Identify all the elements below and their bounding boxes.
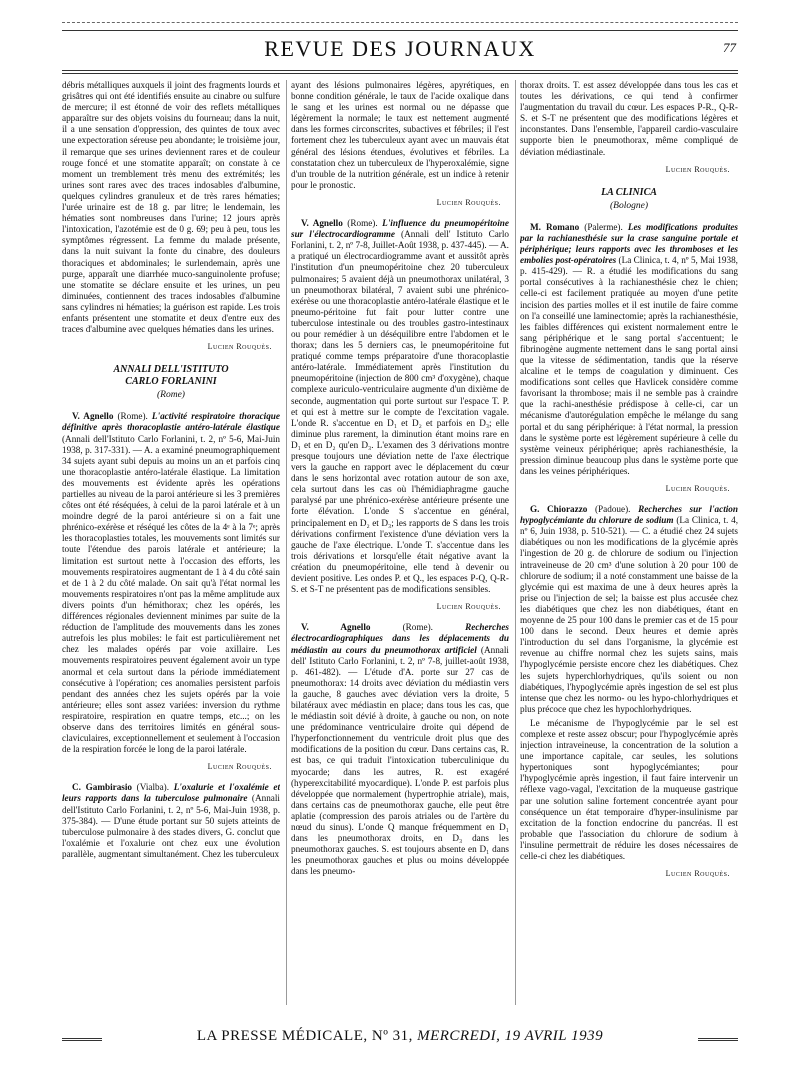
journal-section-title [62,364,280,388]
article-author: V. Agnello [72,411,114,422]
article-body: — A. a pratiqué un électrocardiogramme avant et aussitôt après l'institution d'un pneumopéritoine chez 20 tuberculeux pulmonaires; 5 avaient déjà un pneumothorax unilatéral, 3 un pneumothorax bilatéral, 7 avaient subi une phrénico-exérèse ou une thoracoplastie antéro-latérale élastique et le pneumo-péritoine fut fait pour lutter contre une tuberculose intestinale ou des troubles gastro-intestinaux ou pour remédier à un déséquilibre entre l'abdomen et le thorax; dans les 5 derniers cas, le pneumopéritoine fut pratiqué comme temps préparatoire d'une thoracoplastie antéro-latérale. Immédiatement après l'institution du pneumopéritoine (injection de 800 cm³ d'oxygène), chaque complexe auriculo-ventriculaire augmente d'un dixième de seconde, augmentation qui porte surtout sur l'espace T. P. et qui est à mettre sur le compte de l'excitation vagale. L'onde R. s'accentue en D₁ et D₂ et parfois en D₃; elle diminue plus rarement, la diminution étant moins rare en D₁ et en D₂ qu'en D₃. L'examen des 3 dérivations montre presque toujours une déviation nette de l'axe électrique vers la gauche en rapport avec le déplacement du cœur dans le sens horizontal avec rotation autour de son axe, cela surtout dans les cas où l'hémidiaphragme gauche paralysé par une phrénico-exérèse antérieure présente une forte élévation. L'onde S s'accentue en général, principalement en D₂ et D₃; les rapports de S dans les trois dérivations confirment l'existence d'une déviation vers la gauche de l'axe électrique. L'onde T. s'accentue dans les trois dérivations et lorsqu'elle était négative avant la création du pneumopéritoine, elle tend à devenir ou devient positive. Les ondes P. et Q., les espaces P-Q, Q-R-S. et S-T ne présentent pas de modifications sensibles. [291,240,509,595]
article-author: V. Agnello [301,622,371,633]
article-place: (Vialba). [132,782,174,793]
journal-city: (Bologne) [610,200,648,211]
column-2 [291,80,509,1005]
top-dotted-rule [62,22,738,23]
article-reference: (Annali dell' Istituto Carlo Forlanini, t. 2, nº 7-8, Juillet-Août 1938, p. 437-445). [291,229,509,251]
article-abstract [62,782,280,860]
article-author: M. Romano [530,221,580,232]
author-signature: Lucien Rouquès. [436,197,501,207]
article-columns [62,80,738,1005]
article-reference: (Annali dell'Istituto Carlo Forlanini, t. 2, nº 5-6, Mai-Juin 1938, p. 317-331). [62,433,280,455]
section-heading: REVUE DES JOURNAUX [246,36,553,62]
article-abstract [291,218,509,595]
journal-section-title: LA CLINICA [601,186,657,198]
article-reference: (Annali dell'Istituto Carlo Forlanini, t. 2, nº 5-6, Mai-Juin 1938, p. 375-384). [62,793,280,826]
article-place: (Rome). [370,622,466,633]
article-body: — D'une étude portant sur 50 sujets atteints de tuberculose pulmonaire à des stades divers, G. conclut que l'oxalémie et l'oxalurie ont chez eux une évolution parallèle, augmentant simultanément. Chez les tuberculeux [62,815,280,859]
page-number: 77 [723,40,736,55]
continuation-text: ayant des lésions pulmonaires légères, apyrétiques, en bonne condition générale, le taux de l'acide oxalique dans le sang et les urines est normal ou ne dépasse que légèrement la normale; le taux est nettement augmenté dans les formes circonscrites, subactives et fébriles; il l'est fortement chez les tuberculeux ayant avec un mauvais état général des lésions étendues, évolutives et fébriles. La constatation chez un tuberculeux de l'hyperoxalémie, signe d'un trouble de la nutrition générale, est un indice à retenir pour le pronostic. [291,80,509,190]
article-abstract [62,411,280,755]
page-footer [62,1028,738,1045]
author-signature: Lucien Rouquès. [665,869,730,879]
article-place: (Rome). [113,411,152,422]
article-place: (Palerme). [579,221,628,232]
masthead-top-rule [62,30,738,31]
article-author: C. Gambirasio [72,782,133,793]
masthead [0,36,800,62]
author-signature: Lucien Rouquès. [436,602,501,612]
author-signature: Lucien Rouquès. [665,164,730,174]
article-body: — C. a étudié chez 24 sujets diabétiques ou non les modifications de la glycémie après l'ingestion de 20 g. de chlorure de sodium ou l'injection intraveineuse de 20 cm³ d'une solution à 20 pour 100 de chlorure de sodium; il a noté constamment une baisse de la glycémie qui est maxima de une à deux heures après la prise ou l'injection de sel; la baisse est plus accusée chez les diabétiques que chez les non diabétiques, étant en moyenne de 25 pour 100 dans le premier cas et de 15 pour 100 dans le second. Deux heures et demie après l'introduction du sel dans l'organisme, la glycémie est revenue au chiffre normal chez les sujets sains, mais l'hypoglycémie persiste encore chez les diabétiques. Chez les sujets hyperchlorhydriques, qu'ils soient ou non diabétiques, l'hypoglycémie après ingestion de sel est plus intense que chez les normo- ou les hypo-chlorhydriques et plus précoce que chez les hypochlorhydriques. [520,526,738,714]
journal-city: (Rome) [157,390,185,401]
continuation-text: débris métalliques auxquels il joint des fragments lourds et grisâtres qui ont été identifiés ensuite au cinabre ou sulfure de mercure; il est étonné de voir des reflets métalliques apparaître sur des objets voisins du fourneau; dans la nuit, il a une sensation d'oppression, des quintes de toux avec une expectoration séreuse peu abondante; le troisième jour, il remarque que ses urines deviennent rares et de couleur rouge foncé et une stomatite apparaît; on constate à ce moment un tremblement très menu des extrémités; les urines sont rares avec des traces indosables d'albumine, quelques cylindres granuleux et de très rares hématies; l'urée urinaire est de 18 g. par litre; le lendemain, les hématies sont nombreuses dans l'urine; 12 jours après l'intoxication, l'azotémie est de 0 g. 69; peu à peu, tous les symptômes régressent. La femme du malade présente, dans la nuit suivant la fonte du cinabre, des douleurs thoraciques et abdominales; le surlendemain, après une purge, apparaît une diarrhée muco-sanguinolente profuse; une stomatite se déclare ensuite et les urines, un peu diminuées, contiennent des traces indosables d'albumine sans cylindres ni hématies; la guérison est rapide. Les trois enfants présentent une stomatite et deux d'entre eux des traces d'albumine avec quelques hématies dans les urines. [62,80,280,335]
article-author: G. Chiorazzo [530,504,588,515]
continuation-text: thorax droits. T. est assez développée dans tous les cas et toutes les dérivations, ce qui tend à confirmer l'augmentation du travail du cœur. Les espaces P-R., Q-R-S. et S-T ne présentent que des modifications légères et inconstantes. Dans l'ensemble, l'appareil cardio-vasculaire supporte bien le pneumothorax, même compliqué de déviation médiastinale. [520,80,738,157]
column-divider-1 [286,80,287,1005]
footer-date: MERCREDI, 19 AVRIL 1939 [417,1028,604,1044]
article-reference: (La Clinica, t. 4, nº 6, Juin 1938, p. 510-521). [520,515,738,537]
footer-rule-left [62,1038,102,1041]
article-abstract [520,222,738,477]
footer-journal: LA PRESSE MÉDICALE, Nº 31, [196,1028,413,1044]
article-place: (Rome). [342,218,383,229]
article-place: (Padoue). [587,504,639,515]
journal-title-line-2: CARLO FORLANINI [125,376,217,388]
article-body: — R. a étudié les modifications du sang portal consécutives à la rachianesthésie chez le chien; celle-ci est facilement pratiquée au moyen d'une petite incision des parties molles et il est inutile de faire comme on l'a conseillé une laminectomie; après la rachianesthésie, les faibles différences qui existent normalement entre le sang périphérique et le sang portal s'accentuent; le fibrinogène augmente nettement dans le sang portal ainsi que la vitesse de sédimentation, tandis que la réserve alcaline et le temps de coagulation y diminuent. Ces modifications sont celles que Havlicek considère comme favorisant la thrombose; mais il ne semble pas à craindre que la rachi-anesthésie prédispose à celle-ci, car un mécanisme d'autorégulation empêche le mélange du sang portal et du sang périphérique: à l'état normal, la pression dans le système porte est légèrement supérieure à celle du système veineux périphérique; après rachianesthésie, la pression diminue beaucoup plus dans le système porte que dans les veines périphériques. [520,266,738,476]
header-rule-2 [62,73,738,74]
column-3 [520,80,738,1005]
article-title: Recherches sur l'action hypoglycémiante du chlorure de sodium [520,504,738,526]
article-title: L'influence du pneumopéritoine sur l'électrocardiogramme [291,218,509,240]
article-body-continued: Le mécanisme de l'hypoglycémie par le sel est complexe et reste assez obscur; pour l'hypoglycémie après injection intraveineuse, la concentration de la solution a une importance capitale, car seules, les solutions hypertoniques sont hypoglycémiantes; pour l'hypoglycémie après ingestion, il faut faire intervenir un réflexe vago-vagal, l'excitation de la muqueuse gastrique par une solution saline fortement concentrée ayant pour conséquence un état temporaire d'hyper-insulinisme par excitation de la fonction endocrine du pancréas. Il est probable que l'association du chlorure de sodium à l'insuline permettrait de réduire les doses nécessaires de celle-ci chez les diabétiques. [520,717,738,861]
footer-text [191,1028,609,1045]
author-signature: Lucien Rouquès. [207,342,272,352]
article-reference: (Annali dell' Istituto Carlo Forlanini, t. 2, nº 7-8, juillet-août 1938, p. 461-482). [291,644,509,677]
article-reference: (La Clinica, t. 4, nº 5, Mai 1938, p. 415-429). [520,255,738,277]
footer-rule-right [698,1038,738,1041]
article-title: Les modifications produites par la rachianesthésie sur la crase sanguine portale et périphérique; leurs rapports avec les thromboses et les embolies post-opératoires [520,221,738,266]
article-title: Recherches électrocardiographiques dans les déplacements du médiastin au cours du pneumothorax artificiel [291,622,509,655]
article-abstract [520,504,738,715]
column-1 [62,80,280,1005]
article-body: — A. a examiné pneumographiquement 34 sujets ayant subi depuis au moins un an et parfois cinq une thoracoplastie antéro-latérale élastique. La limitation des mouvements est évidente après les opérations partielles au niveau de la paroi antérieure si les 3 premières côtes ont été réséquées, à celui de la paroi latérale et à un moindre degré de la paroi antérieure si on a fait une phrénico-exérèse et réséqué les côtes de la 4ᵉ à la 7ᵉ; après les thoracoplasties totales, les mouvements sont limités sur toute l'étendue des parois latérale et antérieure; la limitation est surtout nette à l'occasion des efforts, les mouvements respiratoires augmentant de 1 à 4 du côté sain et de 1 à 2 du côté malade. On sait qu'à l'état normal les mouvements respiratoires n'ont pas la même amplitude aux divers points d'un hémithorax; chez les opérés, les différences régionales deviennent minimes par suite de la réduction de l'amplitude des mouvements dans les zones autrefois les plus mobiles: le fait est particulièrement net chez les malades opérés par voie axillaire. Les mouvements respiratoires peuvent également avoir un type anormal et cela surtout dans la période immédiatement consécutive à l'opération; ces anomalies persistent parfois pendant des années chez les sujets opérés par la voie antérieure; elles sont assez variées: inversion du rythme respiratoire, respiration en quatre temps, etc...; on les observe dans des territoires limités en général sous-claviculaires, exceptionnellement et seulement à l'occasion de la respiration forcée le long de la paroi latérale. [62,444,280,755]
article-title: L'activité respiratoire thoracique définitive après thoracoplastie antéro-latérale élastique [62,411,280,433]
journal-title-line-1: ANNALI DELL'ISTITUTO [113,364,229,376]
author-signature: Lucien Rouquès. [207,762,272,772]
author-signature: Lucien Rouquès. [665,484,730,493]
article-abstract [291,622,509,877]
article-title: L'oxalurie et l'oxalémie et leurs rapports dans la tuberculose pulmonaire [62,782,280,804]
article-body: — L'étude d'A. porte sur 27 cas de pneumothorax: 14 droits avec déviation du médiastin vers la gauche, 8 gauches avec déviation vers la droite, 5 bilatéraux avec médiastin en place; dans tous les cas, que le médiastin soit dévié à droite, à gauche ou non, on note une prédominance ventriculaire droite qui dépend de l'hyperfonctionnement du ventricule droit plus que des modifications de la position du cœur. Dans certains cas, R. est bas, ce qui traduit l'intoxication tuberculinique du myocarde; dans les autres, R. est exagéré (hyperexcitabilité myocardique). L'onde P. est parfois plus développée que normalement (hypertrophie atriale), mais, dans certains cas de pneumothorax gauche, elle peut être aplatie (compression des parois atriales ou de l'artère du nœud du sinus). L'onde Q manque fréquemment en D₁ dans les pneumothorax droits, en D₃ dans les pneumothorax gauches. S. est toujours absente en D₁ dans les pneumothorax gauches et plus ou moins développée dans les pneumo- [291,666,509,877]
header-rule [62,70,738,71]
article-author: V. Agnello [301,218,343,229]
column-divider-2 [515,80,516,1005]
